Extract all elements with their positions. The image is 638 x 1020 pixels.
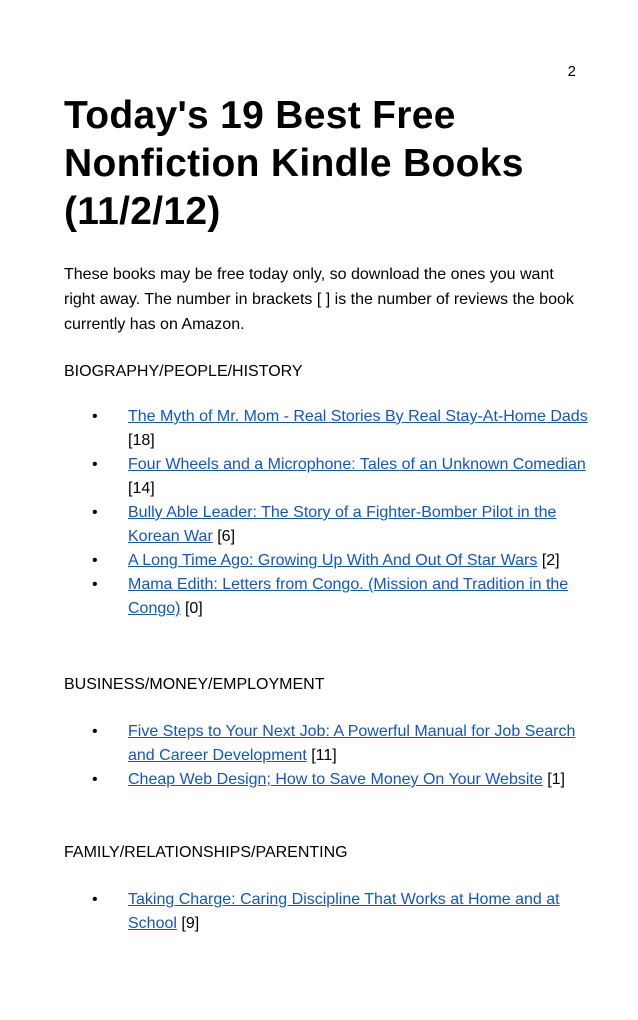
section-heading-family: FAMILY/RELATIONSHIPS/PARENTING — [64, 844, 348, 861]
book-list-family — [64, 888, 594, 936]
book-link[interactable]: Five Steps to Your Next Job: A Powerful Manual for Job Search and Career Development — [128, 723, 576, 764]
list-item — [64, 720, 594, 768]
bullet-icon: • — [92, 504, 98, 521]
bullet-icon: • — [92, 576, 98, 593]
book-list-biography — [64, 405, 594, 621]
list-item — [64, 888, 594, 936]
review-count: [1] — [547, 771, 565, 788]
list-item — [64, 549, 594, 573]
book-link[interactable]: Mama Edith: Letters from Congo. (Mission and Tradition in the Congo) — [128, 576, 569, 617]
book-link[interactable]: Four Wheels and a Microphone: Tales of an Unknown Comedian — [128, 456, 586, 473]
review-count: [2] — [541, 552, 560, 569]
review-count: [18] — [128, 432, 155, 449]
review-count: [11] — [311, 747, 337, 764]
bullet-icon: • — [92, 891, 98, 908]
list-item — [64, 573, 594, 621]
book-link[interactable]: Taking Charge: Caring Discipline That Works at Home and at School — [128, 891, 560, 932]
book-link[interactable]: Cheap Web Design; How to Save Money On Your Website — [128, 771, 543, 788]
page-title: Today's 19 Best Free Nonfiction Kindle Books (11/2/12) — [64, 94, 524, 233]
list-item — [64, 501, 594, 549]
bullet-icon: • — [92, 771, 98, 788]
book-list-business — [64, 720, 594, 792]
bullet-icon: • — [92, 408, 98, 425]
page-number: 2 — [567, 63, 576, 80]
book-link[interactable]: Bully Able Leader: The Story of a Fighter-Bomber Pilot in the Korean War — [128, 504, 557, 545]
book-link[interactable]: The Myth of Mr. Mom - Real Stories By Real Stay-At-Home Dads — [128, 408, 588, 425]
review-count: [6] — [217, 528, 236, 545]
list-item — [64, 768, 594, 792]
section-heading-business: BUSINESS/MONEY/EMPLOYMENT — [64, 676, 325, 693]
bullet-icon: • — [92, 723, 98, 740]
section-heading-biography: BIOGRAPHY/PEOPLE/HISTORY — [64, 363, 303, 380]
bullet-icon: • — [92, 552, 98, 569]
review-count: [9] — [181, 915, 200, 932]
list-item — [64, 453, 594, 501]
review-count: [14] — [128, 480, 155, 497]
list-item — [64, 405, 594, 453]
book-link[interactable]: A Long Time Ago: Growing Up With And Out Of Star Wars — [128, 552, 538, 569]
review-count: [0] — [184, 600, 203, 617]
bullet-icon: • — [92, 456, 98, 473]
intro-paragraph: These books may be free today only, so download the ones you want right away. The number in brackets [ ] is the number of reviews the book currently has on Amazon. — [64, 266, 574, 333]
